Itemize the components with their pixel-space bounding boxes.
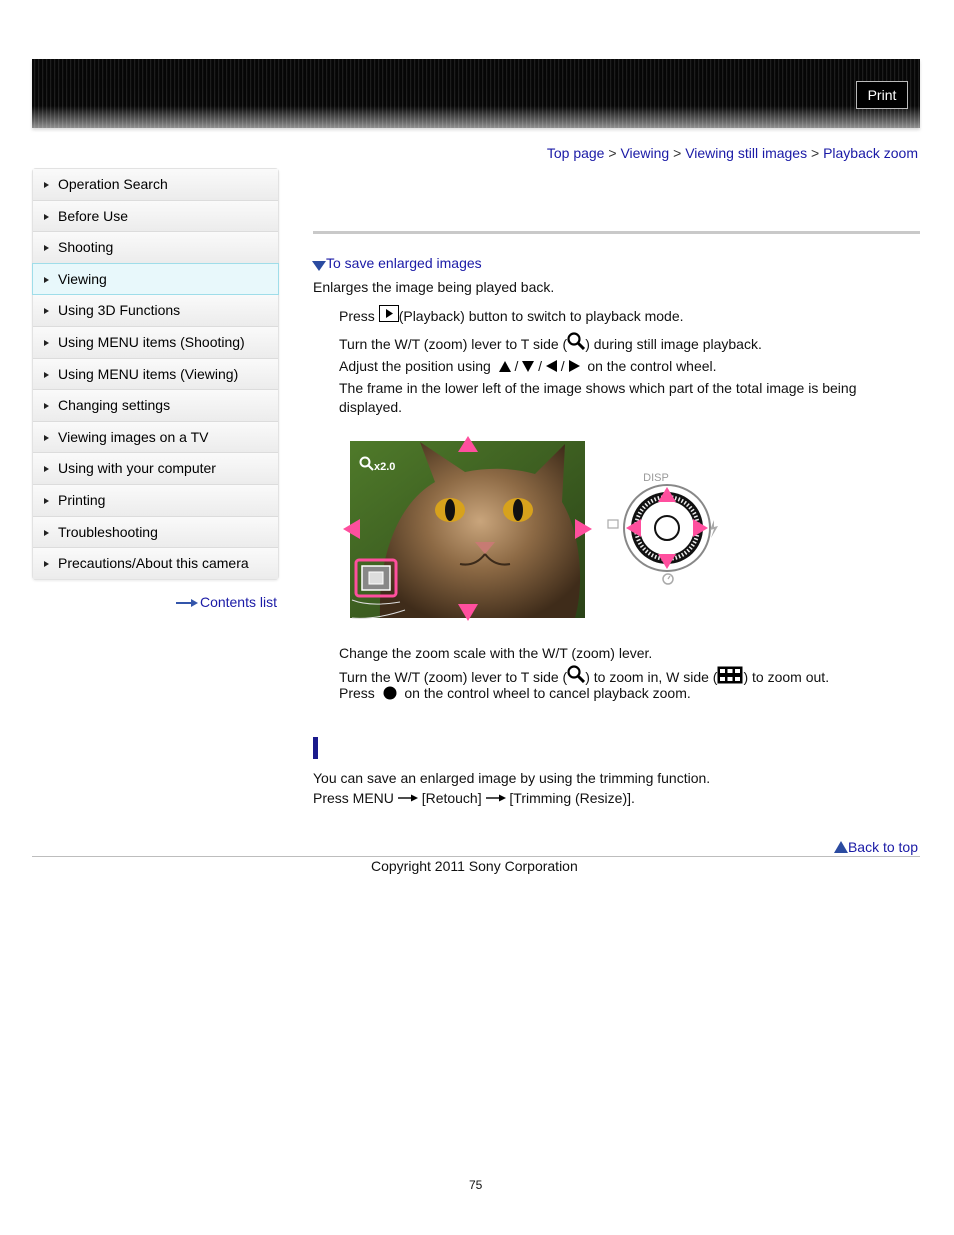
breadcrumb-playback-zoom[interactable]: Playback zoom [823,145,918,161]
playback-zoom-illustration [340,432,730,622]
contents-list-label: Contents list [199,594,277,610]
arrow-right-icon [44,214,49,220]
arrow-right-icon [44,277,49,283]
control-wheel [608,472,718,584]
sidebar-item-shooting[interactable] [33,232,278,264]
zoom-magnifier-icon [567,665,585,683]
header-banner [32,59,920,128]
arrow-right-icon [44,561,49,567]
sidebar-item-precautions[interactable] [33,548,278,579]
sidebar-item-label: Using 3D Functions [58,302,181,319]
step-5 [339,685,691,701]
step-2 [339,332,762,352]
step-3-separator: / [538,358,542,374]
step-3-separator: / [560,358,565,374]
breadcrumb-separator: > [673,145,682,161]
page-number: 75 [469,1178,483,1192]
sidebar-item-label: Operation Search [58,176,168,192]
breadcrumb [547,145,918,161]
zoom-scale-label: x2.0 [374,461,396,473]
breadcrumb-separator: > [810,145,820,161]
triangle-right-icon [569,360,580,372]
back-to-top-link[interactable] [834,839,918,855]
step-4: Change the zoom scale with the W/T (zoom) lever. [339,645,653,661]
step-5-before: Press [339,685,375,701]
triangle-up-icon [834,841,848,853]
step-3-note-line-2: displayed. [339,399,403,415]
step-3-after: on the control wheel. [587,358,717,374]
step-1-before: Press [339,308,375,324]
menu-path-step-2: [Retouch] [421,790,482,806]
disp-label: DISP [643,472,669,484]
arrow-right-icon [44,340,49,346]
sidebar-item-label: Viewing [58,270,107,287]
step-4-detail-before: Turn the W/T (zoom) lever to T side ( [339,669,568,685]
copyright: Copyright 2011 Sony Corporation [371,858,578,874]
triangle-down-icon [312,259,326,271]
sidebar-item-menu-shooting[interactable] [33,327,278,359]
sidebar-item-viewing-on-tv[interactable] [33,422,278,454]
sidebar-item-label: Viewing images on a TV [58,428,209,445]
triangle-up-icon [499,361,511,372]
arrow-right-icon [44,372,49,378]
arrow-right-icon [44,530,49,536]
step-3-before: Adjust the position using [339,358,491,374]
arrow-right-icon [44,245,49,251]
step-5-after: on the control wheel to cancel playback zoom. [404,685,691,701]
footer-divider [32,856,920,857]
step-1 [339,305,684,324]
breadcrumb-top-page[interactable]: Top page [546,145,605,161]
sidebar-item-with-computer[interactable] [33,453,278,485]
arrow-right-icon [44,403,49,409]
arrow-right-icon [44,466,49,472]
sidebar-item-label: Using MENU items (Shooting) [58,333,245,350]
anchor-link-label[interactable]: To save enlarged images [326,255,482,271]
sidebar-item-3d-functions[interactable] [33,295,278,327]
sidebar-item-before-use[interactable] [33,201,278,233]
save-description: You can save an enlarged image by using the trimming function. [313,770,711,786]
arrow-right-icon [44,308,49,314]
triangle-left-icon [546,360,557,372]
arrow-right-icon [44,182,49,188]
arrow-right-icon [176,599,198,607]
sidebar-item-label: Using with your computer [58,460,216,477]
arrow-right-icon [398,794,418,802]
position-frame-indicator [356,560,396,596]
drive-mode-icon [608,520,618,528]
arrow-right-icon [44,498,49,504]
arrow-right-icon [486,794,506,802]
save-menu-path [313,790,635,806]
sidebar-item-operation-search[interactable] [33,169,278,201]
section-heading-marker [313,737,318,759]
arrow-right-icon [44,435,49,441]
triangle-down-icon [522,361,534,372]
sidebar-item-label: Using MENU items (Viewing) [58,365,239,382]
sidebar-item-label: Shooting [58,239,114,256]
step-3-separator: / [514,358,519,374]
sidebar-item-label: Precautions/About this camera [58,555,249,572]
intro-text: Enlarges the image being played back. [313,279,555,295]
flash-icon [710,520,718,538]
menu-path-step-3: [Trimming (Resize)]. [509,790,635,806]
anchor-link[interactable] [312,255,482,271]
sidebar-item-label: Before Use [58,207,129,224]
sidebar-item-label: Printing [58,491,106,508]
sidebar-item-viewing[interactable] [32,263,279,296]
step-4-detail [339,665,829,685]
index-grid-icon [717,666,743,684]
step-3-note-line-1: The frame in the lower left of the image shows which part of the total image is being [339,380,857,396]
sidebar-item-changing-settings[interactable] [33,390,278,422]
sidebar-nav [32,168,279,580]
sidebar-item-printing[interactable] [33,485,278,517]
step-3 [339,358,717,374]
sidebar-item-label: Changing settings [58,397,171,414]
contents-list-link[interactable] [176,594,277,610]
step-2-before: Turn the W/T (zoom) lever to T side ( [339,336,568,352]
playback-button-icon [379,305,399,322]
sidebar-item-menu-viewing[interactable] [33,359,278,391]
zoom-magnifier-icon [567,332,585,350]
print-button[interactable]: Print [856,81,908,109]
title-divider [313,231,920,234]
back-to-top-label[interactable]: Back to top [847,839,918,855]
step-4-detail-mid: ) to zoom in, W side ( [585,669,718,685]
breadcrumb-separator: > [608,145,617,161]
sidebar-item-label: Troubleshooting [58,523,158,540]
breadcrumb-viewing-still-images[interactable]: Viewing still images [685,145,808,161]
step-1-after: (Playback) button to switch to playback mode. [398,308,684,324]
sidebar-item-troubleshooting[interactable] [33,517,278,549]
step-4-detail-after: ) to zoom out. [743,669,830,685]
menu-path-step-1: Press MENU [313,790,394,806]
step-2-after: ) during still image playback. [585,336,762,352]
breadcrumb-viewing[interactable]: Viewing [620,145,670,161]
center-button-icon [383,686,397,700]
